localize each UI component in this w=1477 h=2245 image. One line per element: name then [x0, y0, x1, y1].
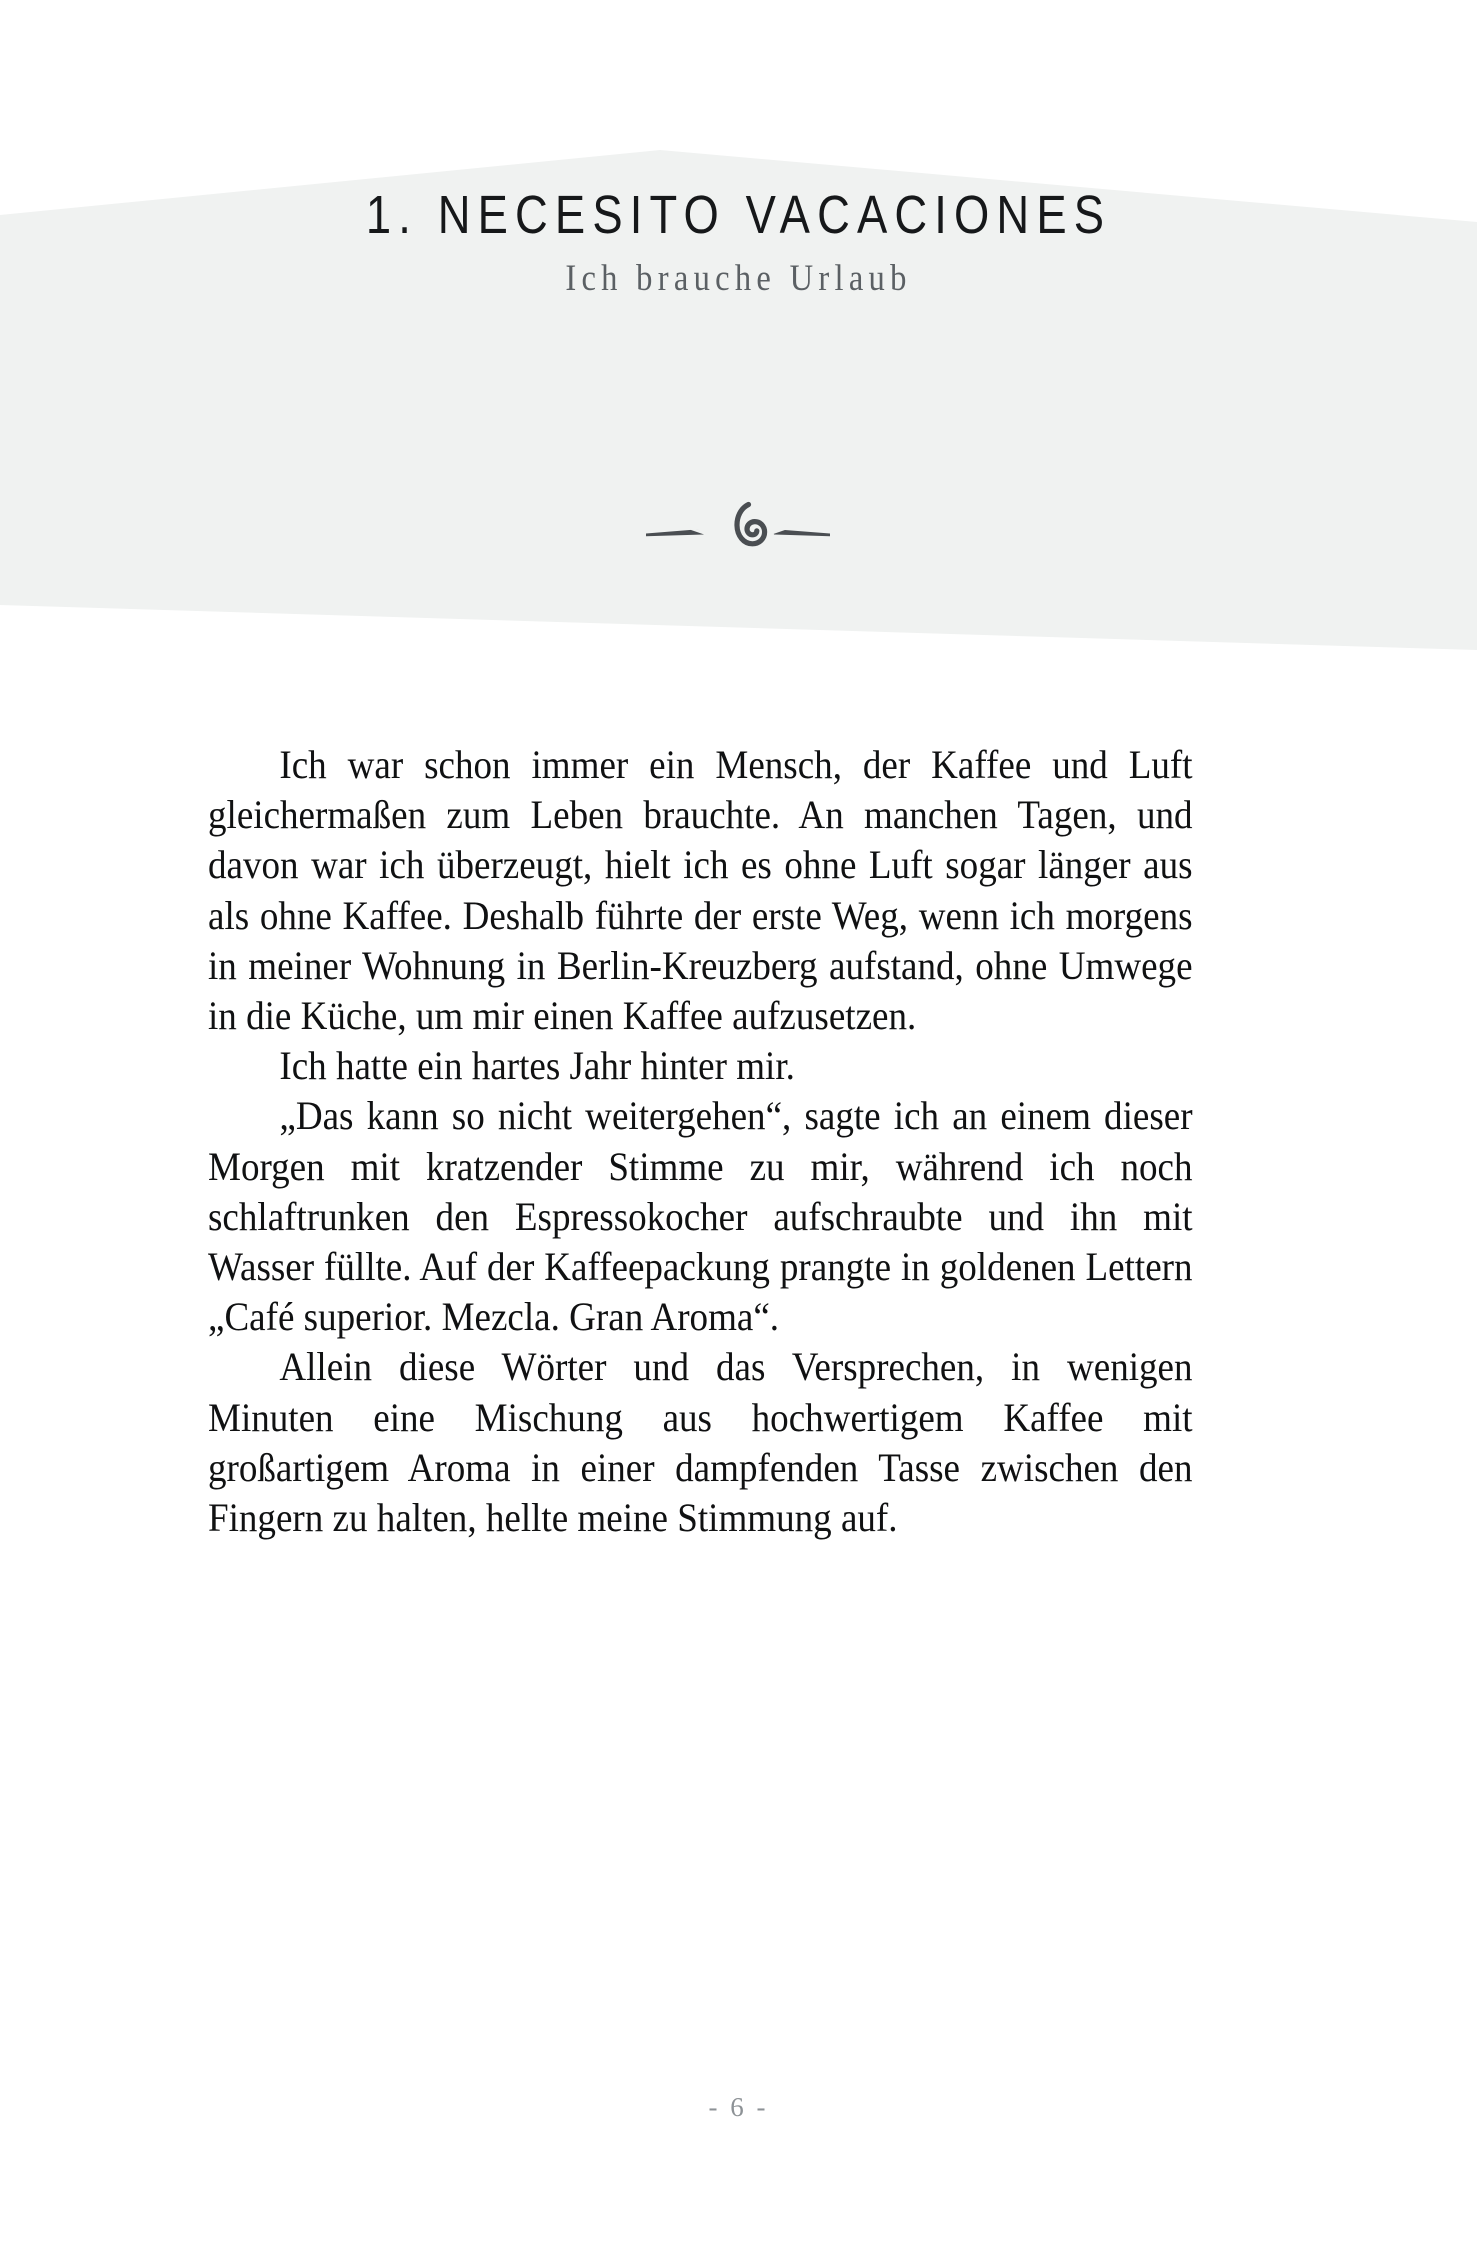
chapter-title: 1. NECESITO VACACIONES — [365, 185, 1112, 245]
paragraph: Allein diese Wörter und das Versprechen, in wenigen Minuten eine Mischung aus hochwertigem Kaffee mit großartigem Aroma in einer dampfenden Tasse zwischen den Fingern zu halten, hellte meine Stimmung auf. — [208, 1344, 1193, 1541]
ornament-divider — [0, 498, 1477, 556]
spiral-flourish-divider-icon — [644, 498, 834, 556]
paragraph: „Das kann so nicht weitergehen“, sagte ich an einem dieser Morgen mit kratzender Stimme zu mir, während ich noch schlaftrunken den Espressokocher aufschraubte und ihn mit Wasser füllte. Auf der Kaffeepackung prangte in goldenen Lettern „Café superior. Mezcla. Gran Aroma“. — [208, 1093, 1193, 1340]
chapter-subtitle: Ich brauche Urlaub — [565, 258, 912, 299]
paragraph: Ich hatte ein hartes Jahr hinter mir. — [279, 1043, 795, 1089]
page-number: - 6 - — [708, 2092, 769, 2122]
header-inner — [0, 0, 1477, 680]
paragraph: Ich war schon immer ein Mensch, der Kaffee und Luft gleichermaßen zum Leben brauchte. An manchen Tagen, und davon war ich überzeugt, hielt ich es ohne Luft sogar länger aus als ohne Kaffee. Deshalb führte der erste Weg, wenn ich morgens in meiner Wohnung in Berlin-Kreuzberg aufstand, ohne Umwege in die Küche, um mir einen Kaffee aufzusetzen. — [208, 742, 1193, 1039]
chapter-header — [0, 0, 1477, 680]
chapter-body-text — [208, 740, 1193, 1543]
